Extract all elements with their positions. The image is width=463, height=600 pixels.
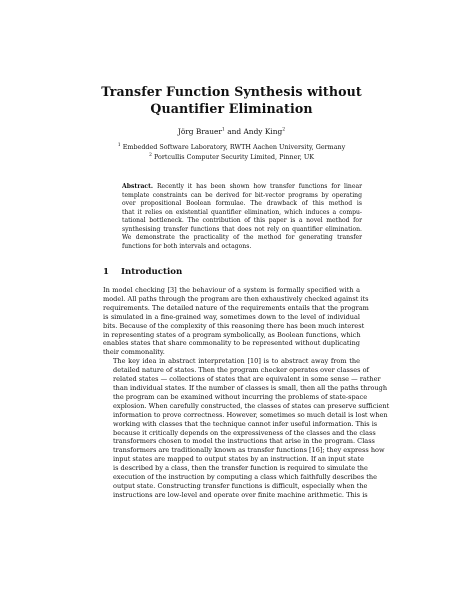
- title-line-1: Transfer Function Synthesis without: [101, 84, 362, 99]
- affiliations: [60, 143, 403, 162]
- abstract-line: functions for both intervals and octagons.: [122, 242, 252, 250]
- abstract-line: We demonstrate the practicality of the method for generating transfer: [122, 234, 362, 242]
- text-line: working with classes that the technique cannot infer useful information. This is: [113, 419, 378, 428]
- text-line: is simulated in a fine-grained way, sometimes down to the level of individual: [103, 312, 360, 321]
- abstract-line: template constraints can be derived for bit-vector programs by operating: [122, 191, 362, 199]
- text-line: is described by a class, then the transfer function is required to simulate the: [113, 464, 368, 473]
- affiliation-marker: 2: [148, 152, 152, 158]
- text-line: model. All paths through the program are then exhaustively checked against its: [103, 294, 369, 303]
- affiliation-marker: 2: [282, 127, 286, 133]
- affiliation-text: Portcullis Computer Security Limited, Pinner, UK: [153, 152, 315, 161]
- abstract-line: tational bottleneck. The contribution of this paper is a novel method for: [122, 217, 362, 225]
- text-line: input states are mapped to output states by an instruction. If an input state: [113, 455, 364, 464]
- section-heading: [103, 267, 182, 278]
- abstract-line: synthesising transfer functions that does not rely on quantifier elimination.: [122, 225, 362, 233]
- affiliation: [60, 143, 403, 153]
- paragraph: [103, 286, 369, 357]
- text-line: requirements. The detailed nature of the requirements entails that the program: [103, 303, 369, 312]
- paragraph: [103, 357, 390, 500]
- author-name: Andy King: [243, 127, 283, 136]
- text-line: in representing states of a program symbolically, as Boolean functions, which: [103, 330, 361, 339]
- affiliation: [60, 153, 403, 163]
- text-line: enables states that share commonality to be represented without duplicating: [103, 339, 360, 348]
- text-line: instructions are low-level and operate over finite machine arithmetic. This is: [113, 490, 368, 499]
- author-name: Jörg Brauer: [177, 127, 222, 136]
- text-line: than individual states. If the number of classes is small, then all the paths through: [113, 383, 388, 392]
- text-line: execution of the instruction by computing a class which faithfully describes the: [113, 473, 377, 482]
- abstract: [122, 183, 362, 251]
- text-line: transformers are traditionally known as transfer functions [16]; they express how: [113, 446, 385, 455]
- abstract-label: Abstract.: [122, 183, 154, 190]
- text-line: The key idea in abstract interpretation [10] is to abstract away from the: [113, 357, 360, 366]
- title-line-2: Quantifier Elimination: [150, 101, 313, 116]
- section-body: [103, 286, 390, 500]
- section-title: Introduction: [121, 267, 183, 277]
- text-line: explosion. When carefully constructed, the classes of states can preserve sufficient: [113, 401, 390, 410]
- text-line: related states — collections of states that are equivalent in some sense — rather: [113, 375, 381, 384]
- text-line: output state. Constructing transfer functions is difficult, especially when the: [113, 481, 368, 490]
- text-line: information to prove correctness. However, sometimes so much detail is lost when: [113, 410, 388, 419]
- text-line: the program can be examined without incurring the problems of state-space: [113, 392, 368, 401]
- text-line: transformers chosen to model the instructions that arise in the program. Class: [113, 437, 375, 446]
- abstract-line: over propositional Boolean formulae. The drawback of this method is: [122, 200, 362, 208]
- text-line: bits. Because of the complexity of this reasoning there has been much interest: [103, 321, 365, 330]
- abstract-line: Recently it has been shown how transfer functions for linear: [156, 183, 362, 190]
- paper-title: [60, 83, 403, 117]
- affiliation-text: Embedded Software Laboratory, RWTH Aachen University, Germany: [122, 143, 346, 151]
- author-list: [60, 127, 403, 137]
- abstract-line: that it relies on existential quantifier elimination, which induces a compu-: [122, 208, 362, 216]
- text-line: their commonality.: [103, 348, 165, 357]
- text-line: detailed nature of states. Then the program checker operates over classes of: [113, 366, 369, 375]
- affiliation-marker: 1: [221, 127, 225, 133]
- section-number: 1: [103, 267, 109, 277]
- author-separator: and: [224, 127, 244, 136]
- text-line: In model checking [3] the behaviour of a system is formally specified with a: [103, 286, 360, 294]
- affiliation-marker: 1: [117, 142, 121, 148]
- text-line: because it critically depends on the expressiveness of the classes and the class: [113, 428, 376, 437]
